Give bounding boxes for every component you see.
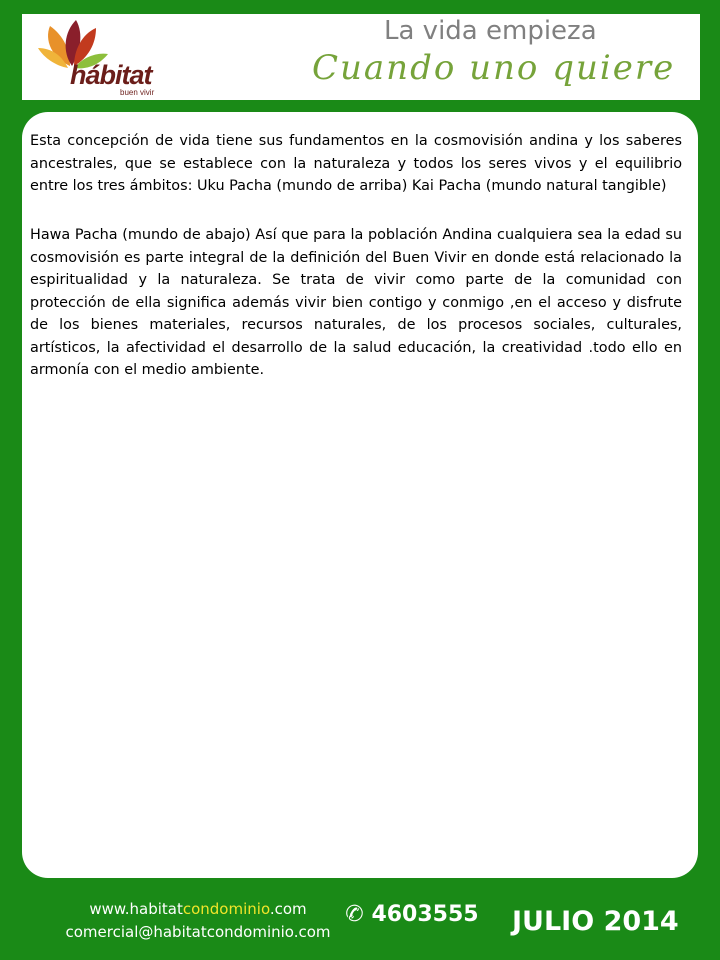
- header: [22, 14, 700, 100]
- paragraph-2: Hawa Pacha (mundo de abajo) Así que para la población Andina cualquiera sea la edad su cosmovisión es parte integral de la definición del Buen Vivir en donde está relacionado la espiritualidad y la naturaleza. Se trata de vivir como parte de la comunidad con protección de ella significa además vivir bien contigo y conmigo ,en el acceso y disfrute de los bienes materiales, recursos naturales, de los procesos sociales, culturales, artísticos, la afectividad el desarrollo de la salud educación, la creatividad .todo ello en armonía con el medio ambiente.: [30, 227, 682, 378]
- phone-value: 4603555: [371, 902, 479, 927]
- logo-wordmark: hábitat: [70, 60, 152, 90]
- tagline-line-1: La vida empieza: [384, 16, 597, 46]
- website-link[interactable]: www.habitatcondominio.com: [89, 900, 307, 918]
- content-panel: [22, 112, 698, 878]
- email-link[interactable]: comercial@habitatcondominio.com: [65, 923, 331, 941]
- paragraph-1: Esta concepción de vida tiene sus fundamentos en la cosmovisión andina y los saberes ancestrales, que se establece con la naturaleza y todos los seres vivos y el equilibrio entre los tres ámbitos: Uku Pacha (mundo de arriba) Kai Pacha (mundo natural tangible): [30, 133, 682, 194]
- phone-icon: ✆: [342, 900, 366, 929]
- issue-date: JULIO 2014: [512, 906, 679, 937]
- habitat-logo: [30, 18, 170, 98]
- footer-contact: [48, 898, 348, 944]
- tagline-line-2: Cuando uno quiere: [312, 48, 676, 88]
- logo-subtitle: buen vivir: [120, 88, 155, 97]
- phone-number: [342, 900, 479, 929]
